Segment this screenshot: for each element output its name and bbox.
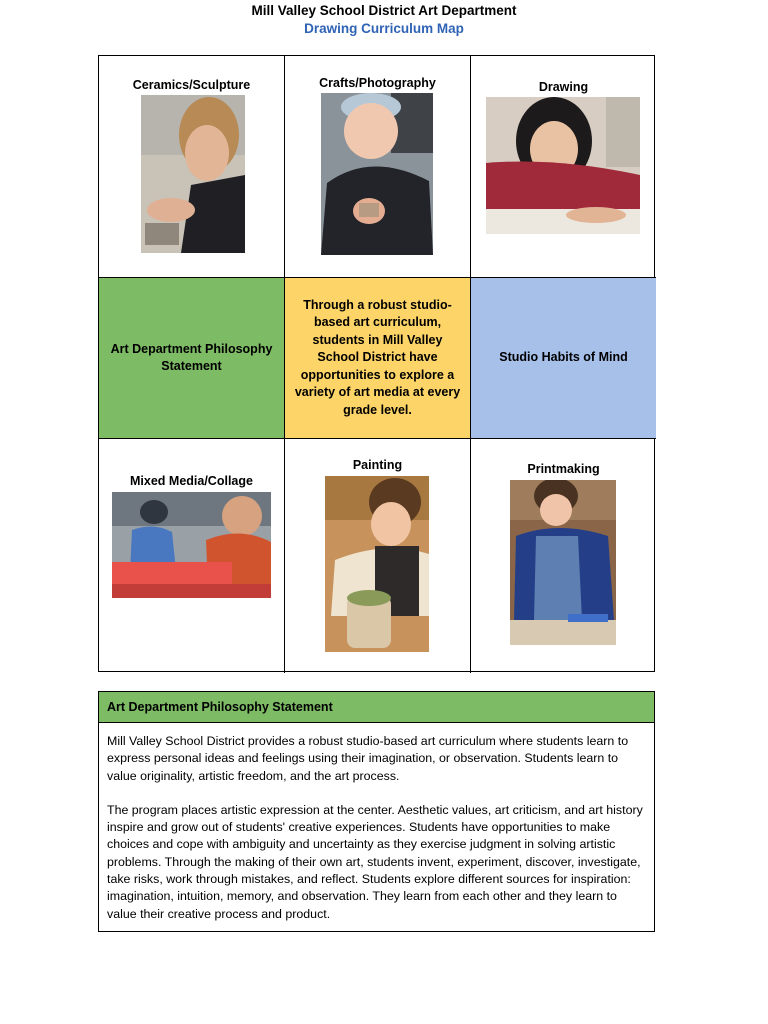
painting-caption: Painting	[352, 458, 403, 472]
philosophy-heading: Art Department Philosophy Statement	[99, 692, 654, 723]
printmaking-caption: Printmaking	[527, 462, 600, 476]
philosophy-body	[99, 723, 654, 923]
drawing-caption: Drawing	[538, 80, 589, 94]
page-subtitle: Drawing Curriculum Map	[304, 21, 464, 36]
painting-photo	[325, 476, 429, 652]
cell-center-statement	[285, 278, 471, 439]
habits-label: Studio Habits of Mind	[499, 350, 628, 365]
cell-drawing	[471, 56, 656, 278]
cell-habits	[471, 278, 656, 439]
cell-crafts	[285, 56, 471, 278]
philosophy-label: Art Department Philosophy Statement	[110, 341, 273, 373]
philosophy-statement-box	[98, 691, 655, 932]
cell-philosophy	[99, 278, 285, 439]
cell-ceramics	[99, 56, 285, 278]
center-statement: Through a robust studio-based art curriculum, students in Mill Valley School District have opportunities to explore a variety of art media at every grade level.	[294, 297, 461, 417]
mixed-caption: Mixed Media/Collage	[130, 474, 253, 488]
mixed-photo	[112, 492, 271, 598]
crafts-photo	[321, 93, 433, 255]
page-title: Mill Valley School District Art Department	[251, 3, 517, 18]
ceramics-caption: Ceramics/Sculpture	[132, 78, 251, 92]
drawing-photo	[486, 97, 640, 234]
cell-painting	[285, 439, 471, 673]
cell-printmaking	[471, 439, 656, 673]
printmaking-photo	[510, 480, 616, 645]
philosophy-paragraph-1: Mill Valley School District provides a robust studio-based art curriculum where students learn to express personal ideas and feelings using their imagination, or observation. Students learn to value originality, artistic freedom, and the art process.	[107, 734, 629, 783]
curriculum-grid	[98, 55, 655, 672]
ceramics-photo	[141, 95, 245, 253]
cell-mixed-media	[99, 439, 285, 673]
crafts-caption: Crafts/Photography	[319, 76, 436, 90]
philosophy-paragraph-2: The program places artistic expression at the center. Aesthetic values, art criticism, and art history inspire and grow out of students' creative experiences. Students have opportunities to make choices and cope with ambiguity and uncertainty as they exercise judgment in solving artistic problems. Through the making of their own art, students invent, experiment, discover, investigate, take risks, work through mistakes, and reflect. Students explore different sources for inspiration: imagination, intuition, memory, and observation. They learn from each other and they learn to value their creative process and product.	[107, 802, 643, 921]
